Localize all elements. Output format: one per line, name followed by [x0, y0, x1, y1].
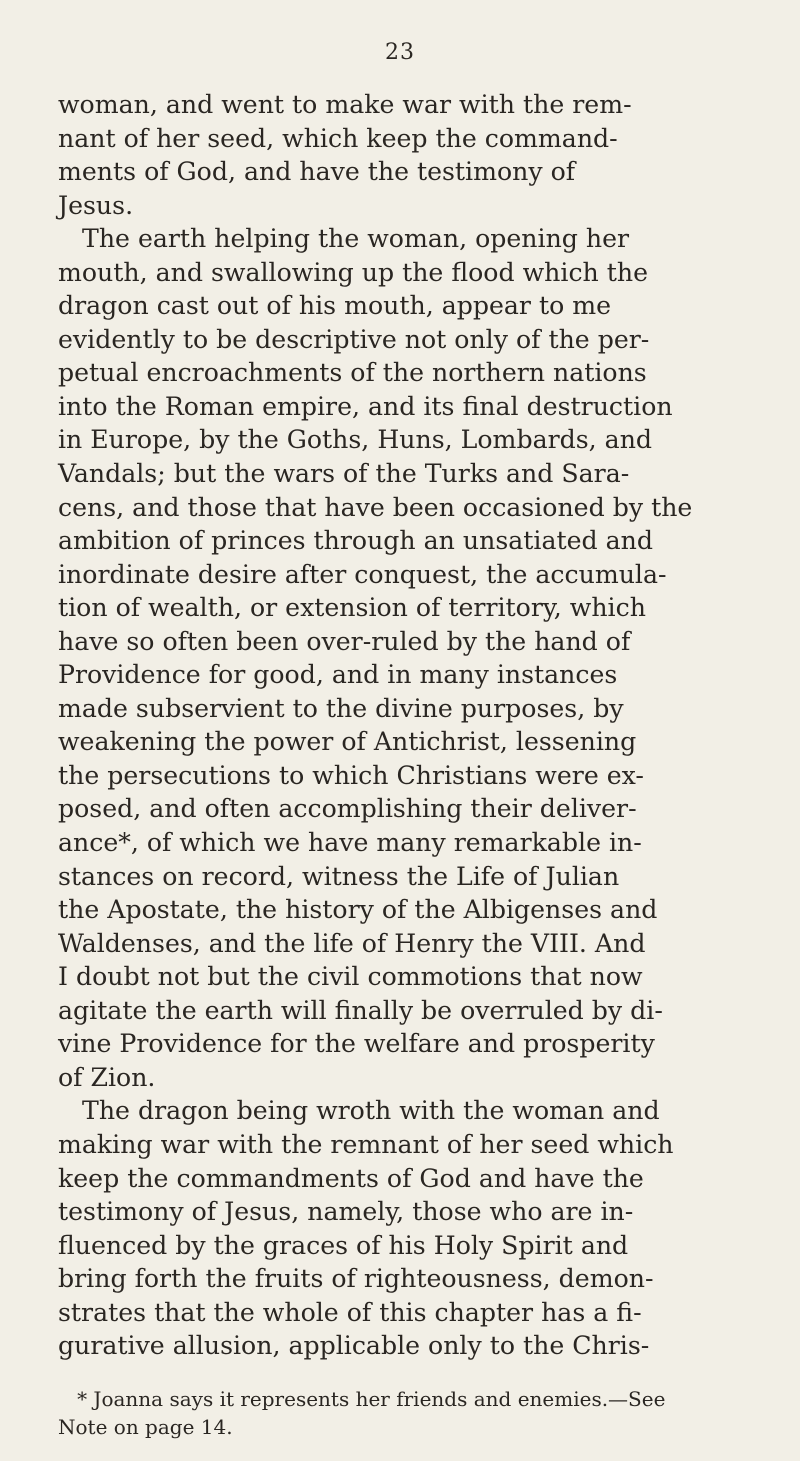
page-number: 23	[385, 40, 415, 65]
text-line: strates that the whole of this chapter has a fi-	[58, 1297, 642, 1327]
text-line: evidently to be descriptive not only of the per-	[58, 324, 650, 354]
footnote	[58, 1385, 723, 1441]
text-line: vine Providence for the welfare and prosperity	[58, 1029, 655, 1059]
text-line: stances on record, witness the Life of Julian	[58, 861, 620, 891]
text-line: ambition of princes through an unsatiated and	[58, 526, 653, 556]
text-line: I doubt not but the civil commotions that now	[58, 962, 643, 992]
footnote-line: * Joanna says it represents her friends and enemies.—See	[58, 1387, 666, 1411]
text-line: Jesus.	[58, 190, 134, 220]
text-line: dragon cast out of his mouth, appear to me	[58, 291, 612, 321]
footnote-line: Note on page 14.	[58, 1415, 233, 1439]
body-text	[58, 88, 723, 1363]
text-line: gurative allusion, applicable only to the Chris-	[58, 1331, 650, 1361]
text-line: have so often been over-ruled by the hand of	[58, 626, 631, 656]
text-line: the Apostate, the history of the Albigenses and	[58, 895, 658, 925]
text-line: cens, and those that have been occasioned by the	[58, 492, 693, 522]
text-line: bring forth the fruits of righteousness, demon-	[58, 1264, 654, 1294]
text-line: inordinate desire after conquest, the accumula-	[58, 559, 667, 589]
text-line: weakening the power of Antichrist, lessening	[58, 727, 637, 757]
text-line: the persecutions to which Christians were ex-	[58, 760, 644, 790]
text-line: Waldenses, and the life of Henry the VIII. And	[58, 928, 646, 958]
text-line: making war with the remnant of her seed which	[58, 1129, 674, 1159]
text-line: ments of God, and have the testimony of	[58, 157, 576, 187]
text-line: mouth, and swallowing up the flood which the	[58, 257, 649, 287]
text-line: fluenced by the graces of his Holy Spirit and	[58, 1230, 629, 1260]
text-line: of Zion.	[58, 1062, 156, 1092]
text-line: petual encroachments of the northern nations	[58, 358, 647, 388]
text-line: woman, and went to make war with the rem-	[58, 90, 632, 119]
text-line: Providence for good, and in many instances	[58, 660, 618, 690]
text-line: agitate the earth will finally be overruled by di-	[58, 995, 663, 1025]
text-line: ance*, of which we have many remarkable in-	[58, 828, 642, 858]
text-line: into the Roman empire, and its final destruction	[58, 391, 673, 421]
text-line: tion of wealth, or extension of territory, which	[58, 593, 646, 623]
text-line: made subservient to the divine purposes, by	[58, 693, 624, 723]
text-line: nant of her seed, which keep the command-	[58, 123, 618, 153]
text-line: posed, and often accomplishing their deliver-	[58, 794, 637, 824]
text-line: The earth helping the woman, opening her	[58, 224, 630, 254]
text-line: Vandals; but the wars of the Turks and Sara-	[58, 459, 630, 489]
text-line: in Europe, by the Goths, Huns, Lombards, and	[58, 425, 653, 455]
text-line: testimony of Jesus, namely, those who are in-	[58, 1197, 634, 1227]
text-line: The dragon being wroth with the woman and	[58, 1096, 660, 1126]
text-line: keep the commandments of God and have the	[58, 1163, 644, 1193]
